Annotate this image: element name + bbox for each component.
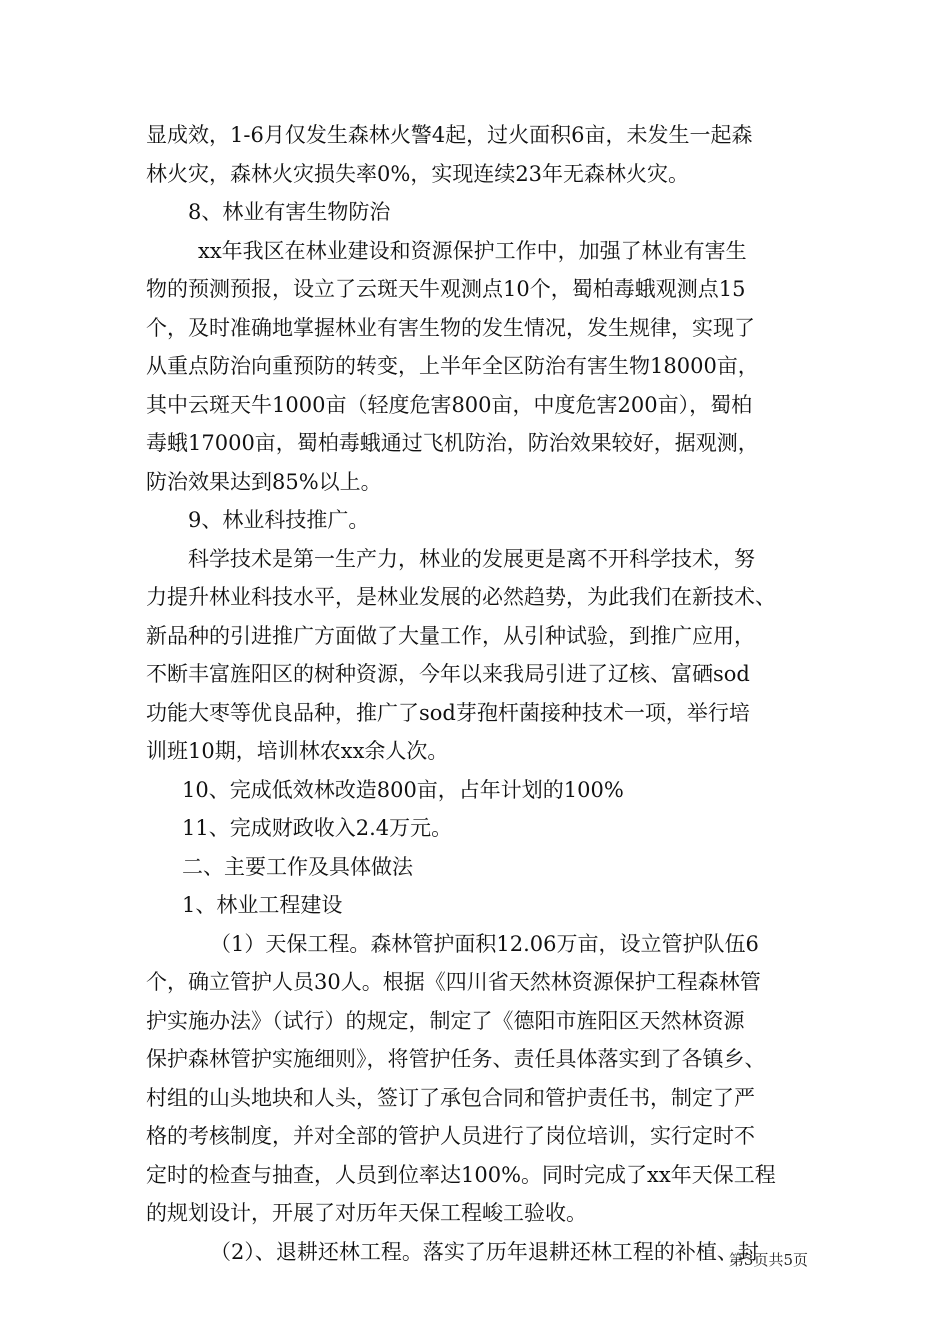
page-number: 第3页共5页 (728, 1251, 808, 1269)
section-heading: 9、林业科技推广。 (188, 508, 370, 532)
text-line: 10、完成低效林改造800亩，占年计划的100% (182, 777, 624, 802)
text-line: 护实施办法》（试行）的规定，制定了《德阳市旌阳区天然林资源 (146, 1008, 745, 1033)
text-line: 训班10期，培训林农xx余人次。 (146, 739, 449, 763)
section-heading: 1、林业工程建设 (182, 893, 343, 917)
text-line: 保护森林管护实施细则》，将管护任务、责任具体落实到了各镇乡、 (146, 1047, 766, 1071)
text-line: 科学技术是第一生产力，林业的发展更是离不开科学技术，努 (188, 546, 755, 571)
text-line: 物的预测预报，设立了云斑天牛观测点10个，蜀柏毒蛾观测点15 (146, 277, 746, 301)
text-line: 其中云斑天牛1000亩（轻度危害800亩，中度危害200亩），蜀柏 (146, 392, 753, 417)
text-line: 不断丰富旌阳区的树种资源，今年以来我局引进了辽核、富硒sod (146, 662, 750, 686)
text-line: 从重点防治向重预防的转变，上半年全区防治有害生物18000亩， (146, 354, 759, 378)
section-heading: 8、林业有害生物防治 (188, 200, 391, 224)
document-body (146, 116, 826, 1271)
text-line: 防治效果达到85%以上。 (146, 469, 382, 494)
text-line: 力提升林业科技水平，是林业发展的必然趋势，为此我们在新技术、 (146, 585, 776, 609)
text-line: 林火灾，森林火灾损失率0%，实现连续23年无森林火灾。 (146, 161, 690, 186)
text-line: （2）、退耕还林工程。落实了历年退耕还林工程的补植、封 (210, 1239, 759, 1264)
text-line: 显成效，1-6月仅发生森林火警4起，过火面积6亩，未发生一起森 (146, 123, 753, 147)
text-line: （1）天保工程。森林管护面积12.06万亩，设立管护队伍6 (210, 931, 759, 956)
text-line: xx年我区在林业建设和资源保护工作中，加强了林业有害生 (198, 238, 747, 263)
text-line: 个，确立管护人员30人。根据《四川省天然林资源保护工程森林管 (146, 970, 761, 994)
text-line: 新品种的引进推广方面做了大量工作，从引种试验，到推广应用， (146, 623, 755, 648)
text-line: 村组的山头地块和人头，签订了承包合同和管护责任书，制定了严 (146, 1085, 755, 1110)
text-line: 毒蛾17000亩，蜀柏毒蛾通过飞机防治，防治效果较好，据观测， (146, 431, 759, 455)
text-line: 的规划设计，开展了对历年天保工程峻工验收。 (146, 1201, 587, 1225)
section-heading: 二、主要工作及具体做法 (182, 854, 413, 879)
text-line: 定时的检查与抽查，人员到位率达100%。同时完成了xx年天保工程 (146, 1162, 776, 1187)
text-line: 格的考核制度，并对全部的管护人员进行了岗位培训，实行定时不 (146, 1124, 755, 1148)
text-line: 个，及时准确地掌握林业有害生物的发生情况，发生规律，实现了 (146, 315, 755, 340)
text-line: 功能大枣等优良品种，推广了sod芽孢杆菌接种技术一项，举行培 (146, 700, 750, 725)
text-line: 11、完成财政收入2.4万元。 (182, 816, 453, 840)
